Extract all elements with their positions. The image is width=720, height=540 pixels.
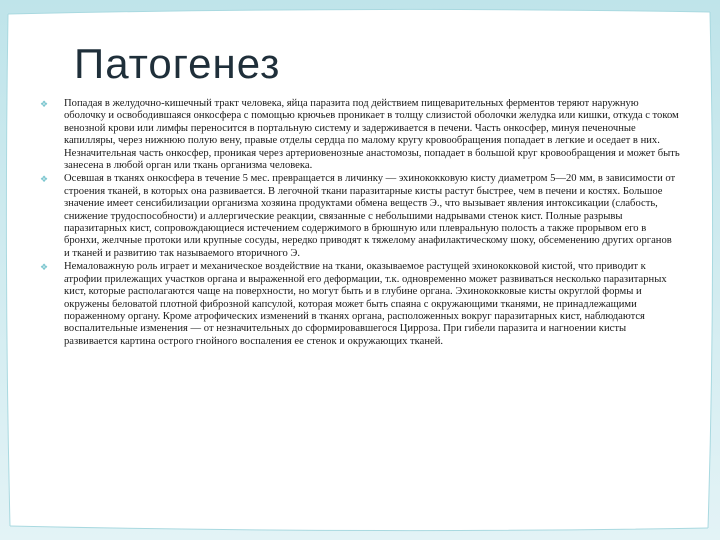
diamond-bullet-icon: ❖ [40, 262, 49, 273]
list-item-text: Попадая в желудочно-кишечный тракт человека, яйца паразита под действием пищеварительных ферментов теряют наружную оболочку и освободившаяся онкосфера с помощью крючьев проникает в толщу слизистой оболочки желудка или кишки, откуда с током венозной крови или лимфы переносится в портальную систему и задерживается в печени. Часть онкосфер, минуя печеночные капилляры, через нижнюю полую вену, правые отделы сердца по малому кругу кровообращения попадает в легкие и оседает в них. Незначительная часть онкосфер, проникая через артериовенозные анастомозы, попадает в большой круг кровообращения и может быть занесена в любой орган или ткань организма человека. [64, 98, 680, 172]
diamond-bullet-icon: ❖ [40, 99, 49, 109]
list-item-text: Немаловажную роль играет и механическое воздействие на ткани, оказываемое растущей эхинококковой кистой, что приводит к атрофии прилежащих участков органа и выраженной его деформации, т.к. одновременно может развиваться несколько паразитарных кист, которые располагаются чаще на поверхности, но могут быть и в глубине органа. Эхинококковые кисты округлой формы и окружены беловатой плотной фиброзной капсулой, которая может быть спаяна с окружающими тканями, не принадлежащими пораженному органу. Кроме атрофических изменений в тканях органа, расположенных вокруг паразитарных кист, наблюдаются воспалительные изменения — от незначительных до сформировавшегося Цирроза. При гибели паразита и нагноении кисты развивается картина острого гнойного воспаления ее стенок и окружающих тканей. [64, 261, 667, 347]
bullet-list [40, 98, 680, 349]
list-item [40, 98, 680, 172]
list-item [40, 173, 680, 260]
slide-title: Патогенез [74, 40, 281, 87]
list-item [40, 261, 680, 348]
diamond-bullet-icon: ❖ [40, 174, 49, 185]
list-item-text: Осевшая в тканях онкосфера в течение 5 мес. превращается в личинку — эхинококковую кисту диаметром 5—20 мм, в зависимости от строения тканей, в которых она развивается. В легочной ткани паразитарные кисты растут быстрее, чем в печени и костях. Большое значение имеет сенсибилизации организма хозяина продуктами обмена веществ Э., что вызывает явления интоксикации (слабость, снижение трудоспособности) и аллергические реакции, связанные с небольшими надрывами стенок кист. Полные разрывы паразитарных кист, сопровождающиеся истечением содержимого в брюшную или плевральную полость а также прорывом его в бронхи, желчные протоки или крупные сосуды, нередко приводят к тяжелому анафилактическому шоку, обсеменению других органов и тканей и развитию так называемого вторичного Э. [64, 173, 676, 259]
